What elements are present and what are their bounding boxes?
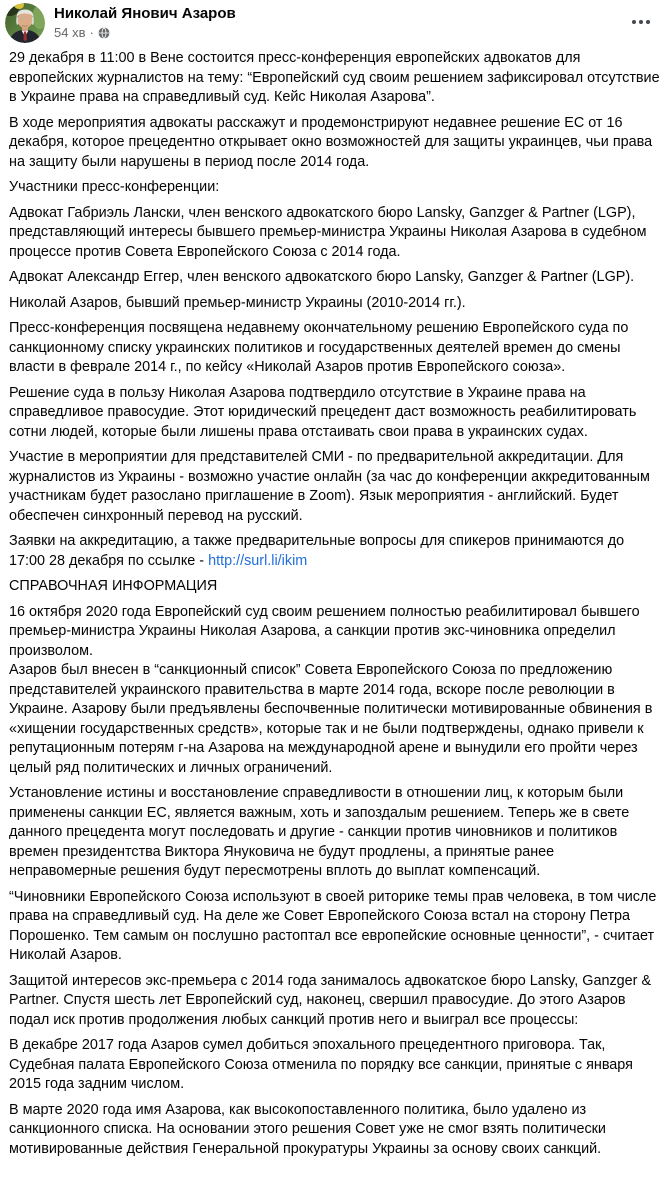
avatar[interactable] — [5, 3, 45, 43]
post-body — [0, 45, 671, 1159]
post-paragraph: 16 октября 2020 года Европейский суд своим решением полностью реабилитировал бывшего премьер-министра Украины Николая Азарова, а санкции против экс-чиновника определил произволом. — [9, 603, 640, 659]
post-header — [0, 0, 671, 45]
profile-photo — [5, 3, 45, 43]
post-paragraph: Установление истины и восстановление справедливости в отношении лиц, к которым были применены санкции ЕС, является важным, хоть и запоздалым решением. Теперь же в свете данного прецедента могут последовать и другие - санкции против чиновников и политиков времен президентства Виктора Януковича не будут продлены, а принятые ранее неправомерные решения будут пересмотрены вплоть до выплат компенсаций. — [9, 785, 630, 879]
globe-icon — [98, 27, 110, 39]
author-name[interactable]: Николай Янович Азаров — [54, 5, 236, 22]
post-paragraph: Защитой интересов экс-премьера с 2014 года занималось адвокатское бюро Lansky, Ganzger & Partner. Спустя шесть лет Европейский суд, наконец, свершил правосудие. До этого Азаров подал иск против продолжения любых санкций против него и выиграл все процессы: — [9, 972, 652, 1028]
post-paragraph: Адвокат Александр Еггер, член венского адвокатского бюро Lansky, Ganzger & Partner (LGP). — [9, 269, 635, 285]
post-paragraph: Решение суда в пользу Николая Азарова подтвердило отсутствие в Украине права на справедливое правосудие. Этот юридический прецедент даст возможность реабилитировать сотни людей, которые были лишены права отстаивать свои права в украинских судах. — [9, 384, 637, 440]
post-paragraph: “Чиновники Европейского Союза используют в своей риторике темы прав человека, в том числе права на справедливый суд. На деле же Совет Европейского Союза встал на сторону Петра Порошенко. Тем самым он послушно растоптал все европейские основные ценности”, - считает Николай Азаров. — [9, 888, 657, 963]
post-paragraph: СПРАВОЧНАЯ ИНФОРМАЦИЯ — [9, 578, 218, 594]
post-meta — [54, 24, 236, 41]
paragraph-text: Заявки на аккредитацию, а также предварительные вопросы для спикеров принимаются до 17:00 28 декабря по ссылке - — [9, 533, 625, 569]
post-paragraph: Участие в мероприятии для представителей СМИ - по предварительной аккредитации. Для журналистов из Украины - возможно участие онлайн (за час до конференции аккредитованным участникам будет разослано приглашение в Zoom). Язык мероприятия - английский. Будет обеспечен синхронный перевод на русский. — [9, 449, 650, 524]
meta-separator: · — [89, 25, 94, 40]
post-paragraph: Азаров был внесен в “санкционный список” Совета Европейского Союза по предложению представителей украинского правительства в марте 2014 года, вскоре после революции в Украине. Азарову были предъявлены беспочвенные политически мотивированные обвинения в «хищении государственных средств», которые так и не были подтверждены, однако привели к репутационным потерям г-на Азарова на международной арене и вынудили его пройти через целый ряд политических и личных ограничений. — [9, 662, 653, 776]
post-paragraph: Адвокат Габриэль Лански, член венского адвокатского бюро Lansky, Ganzger & Partner (LGP), представляющий интересы бывшего премьер-министра Украины Николая Азарова в судебном процессе против Совета Европейского Союза с 2014 года. — [9, 204, 647, 260]
post-paragraph — [9, 532, 661, 571]
post-paragraph: Участники пресс-конференции: — [9, 179, 220, 195]
post-paragraph: Пресс-конференция посвящена недавнему окончательному решению Европейского суда по санкционному списку украинских политиков и государственных деятелей времен до смены власти в феврале 2014 г., по кейсу «Николай Азаров против Европейского союза». — [9, 320, 629, 375]
timestamp[interactable]: 54 хв — [54, 25, 86, 40]
post-paragraph: В марте 2020 года имя Азарова, как высокопоставленного политика, было удалено из санкционного списка. На основании этого решения Совет уже не смог взять политически мотивированные действия Генеральной прокуратуры Украины за основу своих санкций. — [9, 1101, 606, 1157]
post-paragraph: В декабре 2017 года Азаров сумел добиться эпохального прецедентного приговора. Так, Судебная палата Европейского Союза отменила по порядку все санкции, принятые с января 2015 года задним числом. — [9, 1037, 633, 1092]
accreditation-link[interactable]: http://surl.li/ikim — [208, 552, 308, 569]
post-paragraph: В ходе мероприятия адвокаты расскажут и продемонстрируют недавнее решение ЕС от 16 декабря, которое прецедентно открывает окно возможностей для защиты украинцев, чьи права на защиту были нарушены в период после 2014 года. — [9, 114, 653, 170]
ellipsis-icon — [631, 19, 651, 25]
post-paragraph: Николай Азаров, бывший премьер-министр Украины (2010-2014 гг.). — [9, 294, 466, 311]
post-paragraph: 29 декабря в 11:00 в Вене состоится пресс-конференция европейских адвокатов для европейских журналистов на тему: “Европейский суд своим решением зафиксировал отсутствие в Украине права на справедливый суд. Кейс Николая Азарова”. — [9, 50, 660, 105]
post-menu-button[interactable] — [627, 15, 655, 29]
header-info — [54, 3, 236, 41]
